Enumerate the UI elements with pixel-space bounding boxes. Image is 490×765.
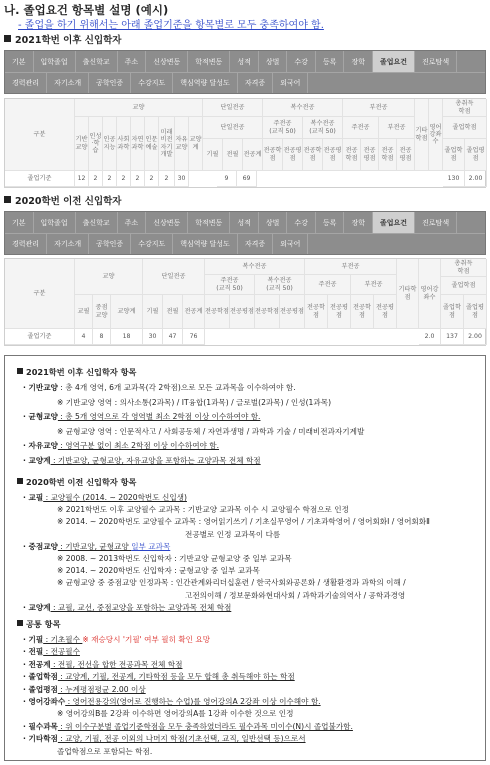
tab-0-0[interactable]: 기본	[5, 212, 34, 233]
grad-table-2021	[4, 98, 486, 188]
header-sub: 교양계	[111, 295, 143, 329]
table-value: 2	[103, 171, 117, 187]
tab-bar-2021	[4, 50, 486, 94]
tab-1-3[interactable]: 수강지도	[131, 234, 173, 254]
desc-line: ※ 2014. ~ 2020학번도 교양필수 교과목 : 영어읽기쓰기 / 기초실무영어 / 기초과학영어 / 영어회화Ⅰ / 영어회화Ⅱ	[57, 517, 430, 527]
desc-line: · 기타학점 : 교양, 기필, 전공 이외의 나머지 학점(기초선택, 교직, 일반선택 등)으로서	[23, 734, 306, 744]
header-sub: 기타학점	[397, 259, 419, 329]
tab-0-10[interactable]: 장학	[344, 212, 373, 233]
tab-0-5[interactable]: 학적변동	[188, 212, 230, 233]
header-sub: 영어강좌수	[419, 259, 441, 329]
box-section-2021: 2021학번 이후 신입학자 항목	[17, 367, 136, 378]
tab-0-9[interactable]: 등록	[316, 51, 345, 72]
header-sub: 주전공 (교직 50)	[263, 117, 303, 139]
tab-0-8[interactable]: 수강	[287, 212, 316, 233]
desc-line: · 전공계 : 전필, 전선을 합한 전공과목 전체 학점	[23, 659, 183, 669]
table-value: 2	[159, 171, 175, 187]
header-sub: 인성·학습	[89, 117, 103, 171]
header-sub: 기필	[143, 295, 163, 329]
header-sub: 부전공	[379, 117, 415, 139]
desc-line: · 전필 : 전공필수	[23, 647, 80, 657]
header-group: 복수전공	[263, 99, 343, 117]
tab-0-9[interactable]: 등록	[316, 212, 345, 233]
desc-line: 고전의이해 / 정보문화와현대사회 / 과학과기술의역사 / 공학과경영	[185, 590, 406, 600]
header-sub: 졸업평점	[464, 295, 487, 329]
header-sub: 기반교양	[75, 117, 89, 171]
header-group: 총취득 학점	[441, 259, 487, 277]
header-sub: 인공지능	[103, 117, 117, 171]
header-sub: 전공학점	[305, 295, 328, 329]
tab-1-2[interactable]: 공학인증	[89, 234, 131, 254]
header-sub: 졸업학점	[441, 295, 464, 329]
table-value: 2.00	[464, 329, 487, 345]
header-sub: 졸업학점	[441, 277, 487, 295]
header-sub: 전공학점	[255, 295, 280, 329]
tab-0-8[interactable]: 수강	[287, 51, 316, 72]
header-sub: 전공평점	[283, 139, 303, 171]
table-value: 2	[117, 171, 131, 187]
tab-0-6[interactable]: 성적	[230, 51, 259, 72]
tab-0-4[interactable]: 신상변동	[146, 51, 188, 72]
tab-0-1[interactable]: 입학졸업	[34, 51, 76, 72]
desc-line: ※ 2021학번도 이후 교양필수 교과목 : 기반교양 교과목 이수 시 교양필수 학점으로 인정	[57, 505, 349, 515]
table-value: 2	[89, 171, 103, 187]
tab-1-3[interactable]: 수강지도	[131, 73, 173, 93]
table-value: 8	[93, 329, 111, 345]
desc-line: · 필수과목 : 위 이수구분별 졸업기준학점을 모두 충족하였더라도 필수과목 미이수(N)시 졸업불가함.	[23, 721, 353, 731]
table-value: 47	[163, 329, 183, 345]
header-sub: 졸업학점	[443, 139, 465, 171]
tab-1-2[interactable]: 공학인증	[89, 73, 131, 93]
header-sub: 주전공	[343, 117, 379, 139]
header-category: 구분	[5, 259, 75, 329]
header-sub: 교필	[75, 295, 93, 329]
tab-0-2[interactable]: 출신학교	[76, 212, 118, 233]
tab-0-11[interactable]: 졸업요건	[373, 51, 415, 72]
desc-line: ※ 2008. ~ 2013학번도 신입학자 : 기반교양 균형교양 중 일부 교과목	[57, 554, 292, 563]
tab-1-0[interactable]: 경력관리	[5, 234, 47, 254]
desc-line: · 졸업학점 : 교양계, 기필, 전공계, 기타학점 등을 모두 합해 총 취득해야 하는 학점	[23, 672, 295, 682]
header-sub: 전필	[163, 295, 183, 329]
tab-0-11[interactable]: 졸업요건	[373, 212, 415, 233]
tab-0-10[interactable]: 장학	[344, 51, 373, 72]
desc-line: ※ 2014. ~ 2020학번도 신입학자 : 균형교양 중 일부 교과목	[57, 566, 260, 576]
desc-line: 졸업학점으로 포함되는 학점.	[57, 746, 153, 756]
header-sub: 전공계	[243, 139, 263, 171]
tab-1-0[interactable]: 경력관리	[5, 73, 47, 93]
header-sub: 졸업학점	[443, 117, 487, 139]
table-value: 2	[131, 171, 145, 187]
header-sub: 전공계	[183, 295, 205, 329]
header-sub: 전공학점	[263, 139, 283, 171]
header-sub: 기타학점	[415, 99, 429, 171]
tab-0-7[interactable]: 상벌	[259, 212, 288, 233]
header-sub: 주전공 (교직 50)	[205, 275, 255, 295]
desc-line: · 교필 : 교양필수 (2014. ~ 2020학번도 신입생)	[23, 493, 187, 502]
table-value: 130	[443, 171, 465, 187]
tab-bar-2020	[4, 211, 486, 255]
desc-line: ※ 균형교양 영역 : 인문적사고 / 사회공동체 / 자연과생명 / 과학과 기술 / 미래비전과자기계발	[57, 426, 365, 436]
desc-line: · 중점교양 : 기반교양, 균형교양 일부 교과목	[23, 541, 171, 551]
tab-1-4[interactable]: 핵심역량 달성도	[173, 73, 238, 93]
box-section-common: 공통 항목	[17, 619, 61, 630]
desc-line: ※ 균형교양 중 중점교양 인정과목 : 인간관계와리더십훈련 / 한국사회와공론화 / 생활환경과 과학의 이해 /	[57, 578, 406, 588]
page-subtitle: - 졸업을 하기 위해서는 아래 졸업기준을 항목별로 모두 충족하여야 함.	[18, 20, 324, 31]
row-label: 졸업기준	[5, 329, 75, 345]
desc-line: ※ 영어강의B를 2강좌 이수하면 영어강의A를 1강좌 이수한 것으로 인정	[57, 709, 294, 719]
header-sub: 인문예술	[145, 117, 159, 171]
header-sub: 전공학점	[379, 139, 397, 171]
table-value: 18	[111, 329, 143, 345]
table-value: 2.0	[419, 329, 441, 345]
header-sub: 전공평점	[361, 139, 379, 171]
header-group: 부전공	[343, 99, 415, 117]
header-sub: 자연과학	[131, 117, 145, 171]
desc-line: · 기필 : 기초필수 ※ 재승당시 '기필' 여부 필히 확인 요망	[23, 635, 211, 644]
grad-table-2020	[4, 258, 486, 346]
description-box	[4, 355, 486, 761]
header-group: 교양	[75, 99, 203, 117]
header-sub: 졸업평점	[465, 139, 487, 171]
desc-line: · 교양계 : 교필, 교선, 중점교양을 포함하는 교양과목 전체 학점	[23, 602, 232, 612]
header-sub: 사회과학	[117, 117, 131, 171]
table-value: 2	[145, 171, 159, 187]
tab-1-4[interactable]: 핵심역량 달성도	[173, 234, 238, 254]
header-sub: 전공평점	[323, 139, 343, 171]
table-value: 30	[143, 329, 163, 345]
header-sub: 기필	[203, 139, 223, 171]
tab-1-1[interactable]: 자기소개	[47, 234, 89, 254]
tab-0-12[interactable]: 진로탐색	[415, 212, 457, 233]
header-sub: 전공학점	[303, 139, 323, 171]
tab-0-7[interactable]: 상벌	[259, 51, 288, 72]
header-sub: 전공평점	[280, 295, 305, 329]
header-sub: 교양계	[189, 117, 203, 171]
tab-1-6[interactable]: 외국어	[273, 73, 308, 93]
header-sub: 전공평점	[374, 295, 397, 329]
tab-1-6[interactable]: 외국어	[273, 234, 308, 254]
header-sub: 복수전공 (교직 50)	[255, 275, 305, 295]
header-sub: 주전공	[305, 275, 351, 295]
tab-0-6[interactable]: 성적	[230, 212, 259, 233]
header-group: 교양	[75, 259, 143, 295]
tab-1-5[interactable]: 자격증	[238, 73, 273, 93]
table-value: 30	[175, 171, 189, 187]
table-value: 4	[75, 329, 93, 345]
tab-0-0[interactable]: 기본	[5, 51, 34, 72]
table-value: 69	[237, 171, 257, 187]
header-sub: 전공학점	[205, 295, 230, 329]
header-sub: 전공평점	[230, 295, 255, 329]
header-sub: 중점교양	[93, 295, 111, 329]
section-title-2020: 2020학번 이전 신입학자	[4, 193, 121, 207]
tab-0-2[interactable]: 출신학교	[76, 51, 118, 72]
desc-line: · 균형교양 : 총 5개 영역으로 각 영역별 최소 2학점 이상 이수하여야 함.	[23, 412, 261, 421]
header-sub: 전필	[223, 139, 243, 171]
header-sub: 복수전공 (교직 50)	[303, 117, 343, 139]
header-sub: 영어강좌수	[429, 99, 443, 171]
header-sub: 미래비전자기개발	[159, 117, 175, 171]
tab-0-3[interactable]: 주소	[118, 51, 147, 72]
table-value: 76	[183, 329, 205, 345]
header-group: 총취득 학점	[443, 99, 487, 117]
desc-line: · 졸업평점 : 누계평점평균 2.00 이상	[23, 684, 146, 694]
desc-line: 전공별로 인정 교과목이 다름	[185, 529, 281, 539]
tab-0-4[interactable]: 신상변동	[146, 212, 188, 233]
header-group: 단일전공	[143, 259, 205, 295]
header-sub: 자유교양	[175, 117, 189, 171]
header-group: 부전공	[305, 259, 397, 275]
header-group: 단일전공	[203, 99, 263, 117]
desc-line: · 기반교양 : 총 4개 영역, 6개 교과목(각 2학점)으로 모든 교과목을 이수하여야 함.	[23, 383, 296, 392]
section-title-2021: 2021학번 이후 신입학자	[4, 32, 121, 46]
tab-0-3[interactable]: 주소	[118, 212, 147, 233]
header-group: 복수전공	[205, 259, 305, 275]
tab-1-5[interactable]: 자격증	[238, 234, 273, 254]
row-label: 졸업기준	[5, 171, 75, 187]
desc-line: · 자유교양 : 영역구분 없이 최소 2학점 이상 이수하여야 함.	[23, 441, 220, 450]
desc-line: · 영어강좌수 : 영어전용강의(영어로 진행하는 수업)를 영어강의A 2강좌 이상 이수해야 함.	[23, 697, 321, 706]
table-value: 12	[75, 171, 89, 187]
table-value: 9	[217, 171, 237, 187]
tab-0-5[interactable]: 학적변동	[188, 51, 230, 72]
tab-0-1[interactable]: 입학졸업	[34, 212, 76, 233]
desc-line: · 교양계 : 기반교양, 균형교양, 자유교양을 포함하는 교양과목 전체 학점	[23, 455, 261, 465]
header-sub: 전공평점	[397, 139, 415, 171]
header-sub: 전공평점	[328, 295, 351, 329]
box-section-2020: 2020학번 이전 신입학자 항목	[17, 477, 136, 488]
table-value: 137	[441, 329, 464, 345]
tab-1-1[interactable]: 자기소개	[47, 73, 89, 93]
page-title: 나. 졸업요건 항목별 설명 (예시)	[4, 3, 169, 17]
header-sub: 전공학점	[343, 139, 361, 171]
header-sub: 전공학점	[351, 295, 374, 329]
header-category: 구분	[5, 99, 75, 171]
header-sub: 단일전공	[203, 117, 263, 139]
tab-0-12[interactable]: 진로탐색	[415, 51, 457, 72]
table-value: 2.00	[465, 171, 487, 187]
header-sub: 부전공	[351, 275, 397, 295]
desc-line: ※ 기반교양 영역 : 의사소통(2과목) / IT융합(1과목) / 글로벌(2과목) / 인성(1과목)	[57, 397, 332, 407]
